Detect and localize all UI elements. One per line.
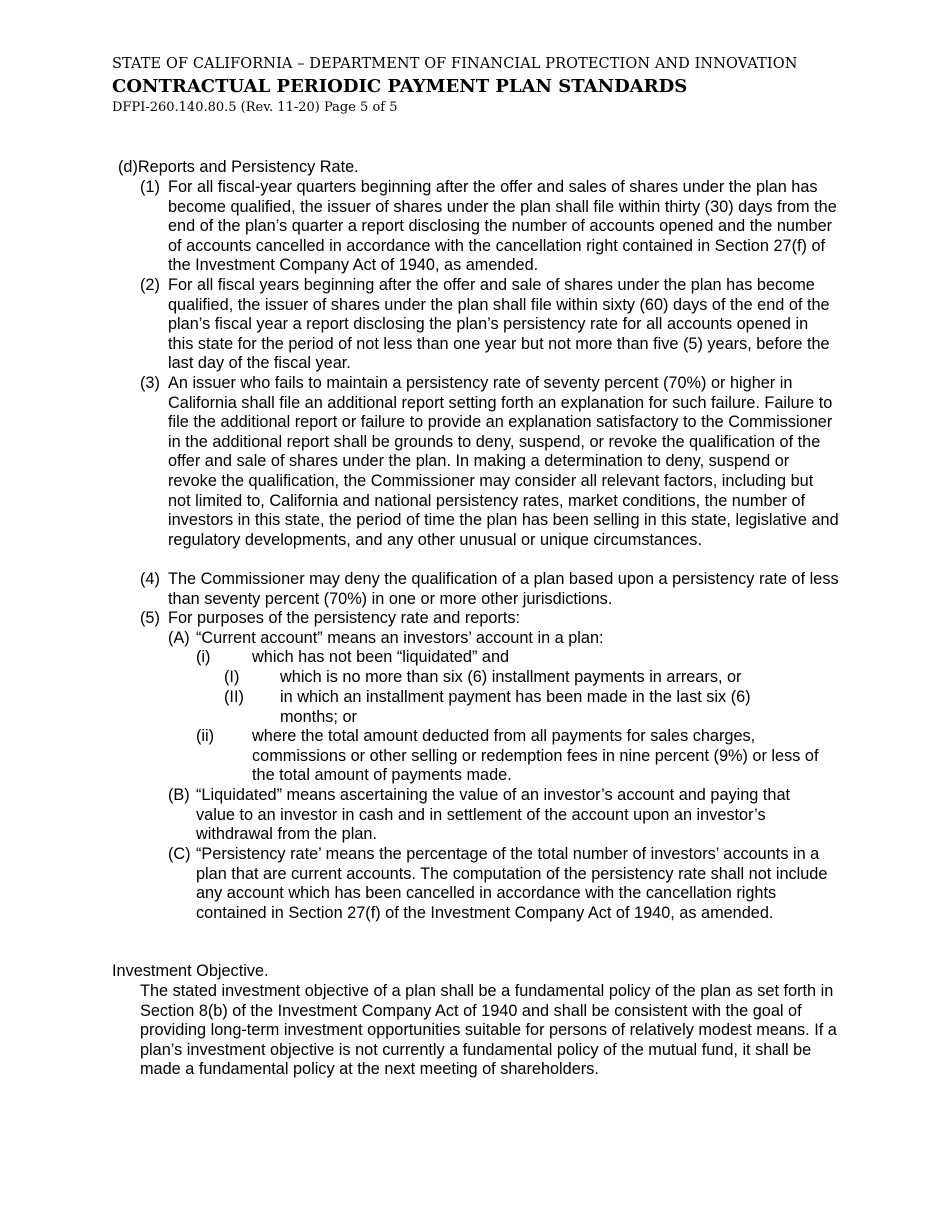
sub-b-label: (B)	[168, 786, 190, 804]
item-2-text: For all fiscal years beginning after the offer and sale of shares under the plan has become qualified, the issuer of shares under the plan shall file within sixty (60) days of the end of the plan’s fiscal year a report disclosing the plan’s persistency rate for all accounts opened in this state for the period of not less than one year but not more than five (5) years, before the last day of the fiscal year.	[168, 276, 830, 373]
sub-c-label: (C)	[168, 845, 191, 863]
sub-a-i-I-label: (I)	[224, 668, 240, 686]
sub-a-i-I-text: which is no more than six (6) installment payments in arrears, or	[280, 668, 742, 686]
sub-a-label: (A)	[168, 629, 190, 647]
agency-header: STATE OF CALIFORNIA – DEPARTMENT OF FINANCIAL PROTECTION AND INNOVATION	[112, 56, 798, 72]
section-d-heading: (d)Reports and Persistency Rate.	[118, 158, 359, 176]
sub-a-i-II-text: in which an installment payment has been made in the last six (6) months; or	[280, 688, 751, 726]
investment-objective-heading: Investment Objective.	[112, 962, 269, 980]
sub-a-i-text: which has not been “liquidated” and	[252, 648, 510, 666]
item-3-label: (3)	[140, 374, 160, 392]
item-5-text: For purposes of the persistency rate and reports:	[168, 609, 521, 627]
sub-a-i-label: (i)	[196, 648, 211, 666]
item-1-label: (1)	[140, 178, 160, 196]
item-2-label: (2)	[140, 276, 160, 294]
sub-a-ii-text: where the total amount deducted from all payments for sales charges, commissions or other selling or redemption fees in nine percent (9%) or less of the total amount of payments made.	[252, 727, 819, 785]
item-1-text: For all fiscal-year quarters beginning after the offer and sales of shares under the plan has become qualified, the issuer of shares under the plan shall file within thirty (30) days from the end of the plan’s quarter a report disclosing the number of accounts opened and the number of accounts cancelled in accordance with the cancellation right contained in Section 27(f) of the Investment Company Act of 1940, as amended.	[168, 178, 837, 275]
form-id: DFPI-260.140.80.5 (Rev. 11-20) Page 5 of 5	[112, 100, 398, 115]
sub-a-ii-label: (ii)	[196, 727, 215, 745]
sub-a-i-II-label: (II)	[224, 688, 244, 706]
sub-b-text: “Liquidated” means ascertaining the value of an investor’s account and paying that value to an investor in cash and in settlement of the account upon an investor’s withdrawal from the plan.	[196, 786, 791, 844]
investment-objective-text: The stated investment objective of a plan shall be a fundamental policy of the plan as set forth in Section 8(b) of the Investment Company Act of 1940 and shall be consistent with the goal of providing long-term investment opportunities suitable for persons of relatively modest means. If a plan’s investment objective is not currently a fundamental policy of the mutual fund, it shall be made a fundamental policy at the next meeting of shareholders.	[140, 982, 837, 1079]
item-3-text: An issuer who fails to maintain a persistency rate of seventy percent (70%) or higher in California shall file an additional report setting forth an explanation for such failure. Failure to file the additional report or failure to provide an explanation satisfactory to the Commissioner in the additional report shall be grounds to deny, suspend, or revoke the qualification of the offer and sale of shares under the plan. In making a determination to deny, suspend or revoke the qualification, the Commissioner may consider all relevant factors, including but not limited to, California and national persistency rates, market conditions, the number of investors in this state, the period of time the plan has been selling in this state, legislative and regulatory developments, and any other unusual or unique circumstances.	[168, 374, 839, 549]
item-4-label: (4)	[140, 570, 160, 588]
item-4-text: The Commissioner may deny the qualification of a plan based upon a persistency rate of less than seventy percent (70%) in one or more other jurisdictions.	[168, 570, 839, 608]
document-title: CONTRACTUAL PERIODIC PAYMENT PLAN STANDARDS	[112, 76, 688, 97]
item-5-label: (5)	[140, 609, 160, 627]
sub-a-text: “Current account” means an investors’ account in a plan:	[196, 629, 604, 647]
sub-c-text: “Persistency rate’ means the percentage of the total number of investors’ accounts in a plan that are current accounts. The computation of the persistency rate shall not include any account which has been cancelled in accordance with the cancellation rights contained in Section 27(f) of the Investment Company Act of 1940, as amended.	[196, 845, 828, 922]
